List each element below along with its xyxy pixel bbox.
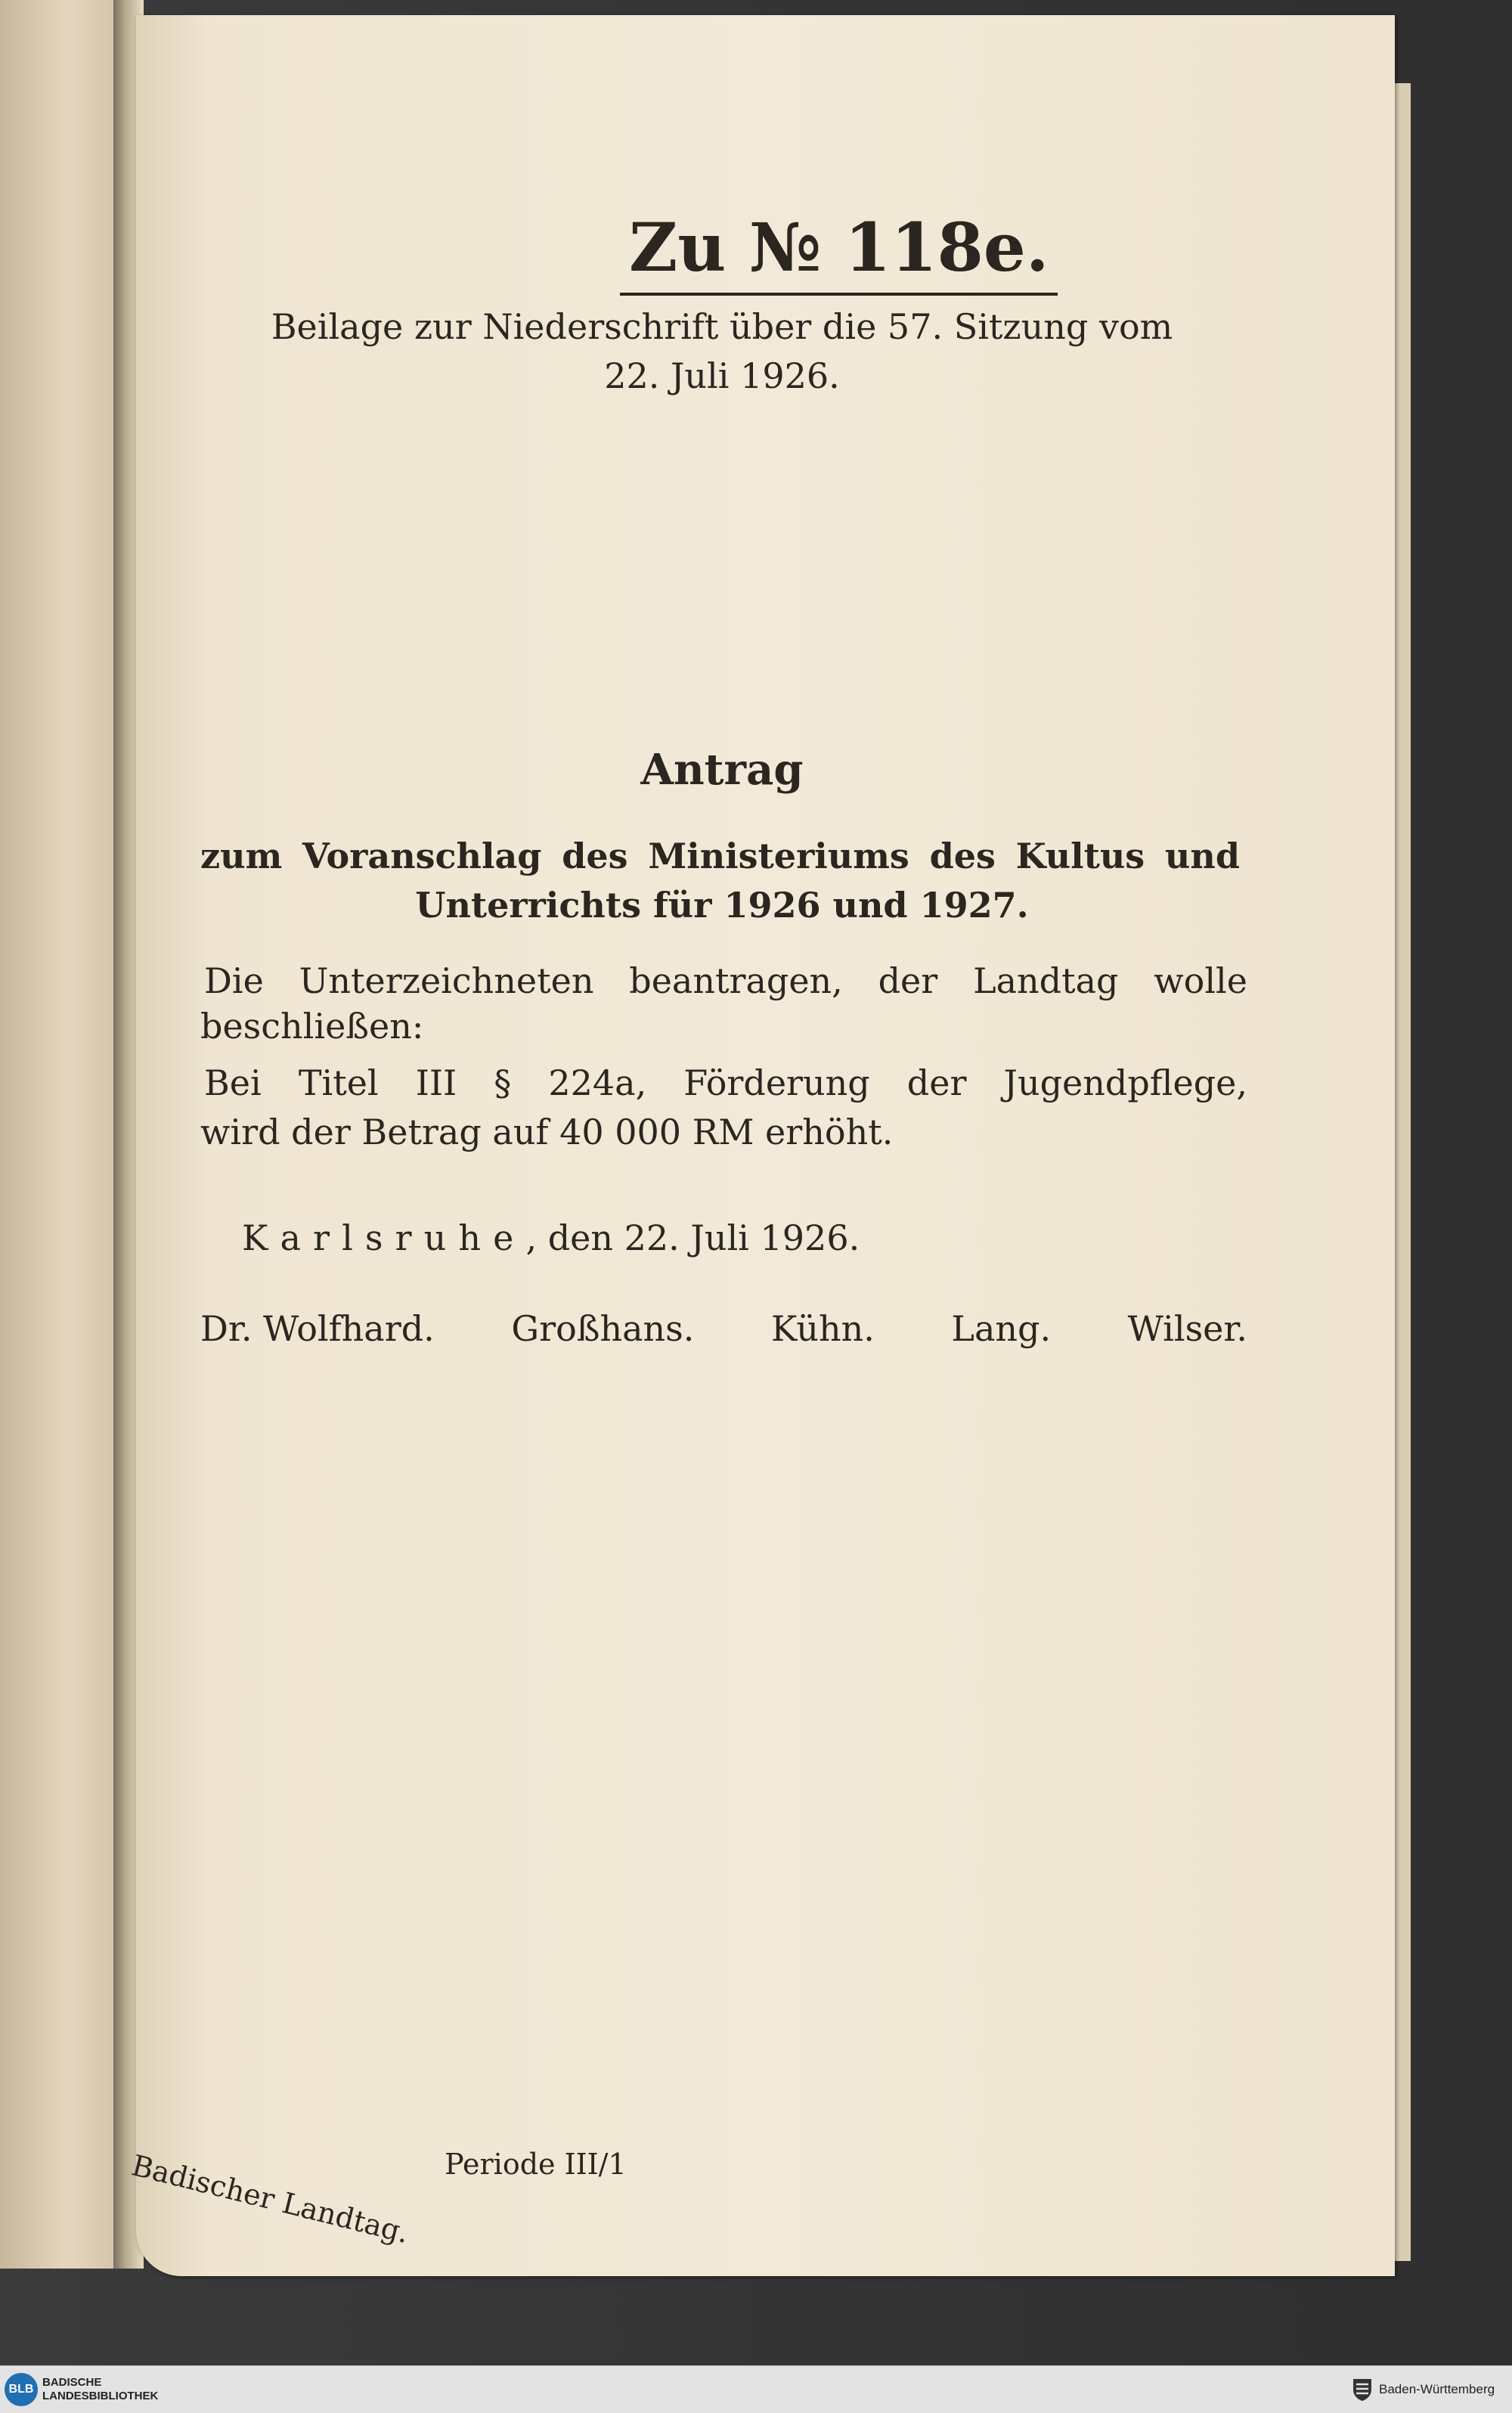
library-name-line-2: LANDESBIBLIOTHEK — [42, 2390, 159, 2402]
blb-logo-icon[interactable]: BLB — [5, 2373, 38, 2406]
document-page — [129, 15, 1395, 2276]
paragraph-1-line-1: Die Unterzeichneten beantragen, der Landtag wolle — [204, 960, 1247, 1001]
signatory: Kühn. — [770, 1308, 875, 1349]
coat-of-arms-icon — [1352, 2377, 1373, 2402]
signatory: Dr. Wolfhard. — [200, 1308, 435, 1349]
footer-publisher: Badischer Landtag. — [129, 2148, 413, 2250]
subtitle-line-2: 22. Juli 1926. — [604, 355, 840, 396]
signature-line — [200, 1308, 1247, 1349]
library-name[interactable] — [42, 2376, 158, 2403]
document-title: Antrag — [640, 745, 804, 795]
signatory: Großhans. — [511, 1308, 695, 1349]
partner-name[interactable]: Baden-Württemberg — [1379, 2382, 1495, 2396]
left-page-edge — [0, 0, 121, 2269]
viewer-footer-bar — [0, 2365, 1512, 2413]
signatory: Wilser. — [1127, 1308, 1247, 1349]
document-number-heading: Zu № 118e. — [620, 208, 1058, 296]
paragraph-2-line-2: wird der Betrag auf 40 000 RM erhöht. — [200, 1112, 894, 1152]
purpose-line-1: zum Voranschlag des Ministeriums des Kultus und — [200, 836, 1240, 876]
page-footer — [129, 2148, 665, 2250]
library-name-line-1: BADISCHE — [42, 2376, 102, 2389]
footer-period: Periode III/1 — [445, 2148, 627, 2181]
paragraph-1-line-2: beschließen: — [200, 1006, 424, 1047]
date-text: , den 22. Juli 1926. — [525, 1217, 860, 1258]
purpose-line-2: Unterrichts für 1926 und 1927. — [415, 885, 1029, 926]
place-date-line — [242, 1217, 860, 1258]
subtitle-line-1: Beilage zur Niederschrift über die 57. Sitzung vom — [271, 306, 1173, 347]
place-name: Karlsruhe — [242, 1217, 526, 1258]
signatory: Lang. — [951, 1308, 1052, 1349]
paragraph-2-line-1: Bei Titel III § 224a, Förderung der Jugendpflege, — [204, 1062, 1247, 1103]
